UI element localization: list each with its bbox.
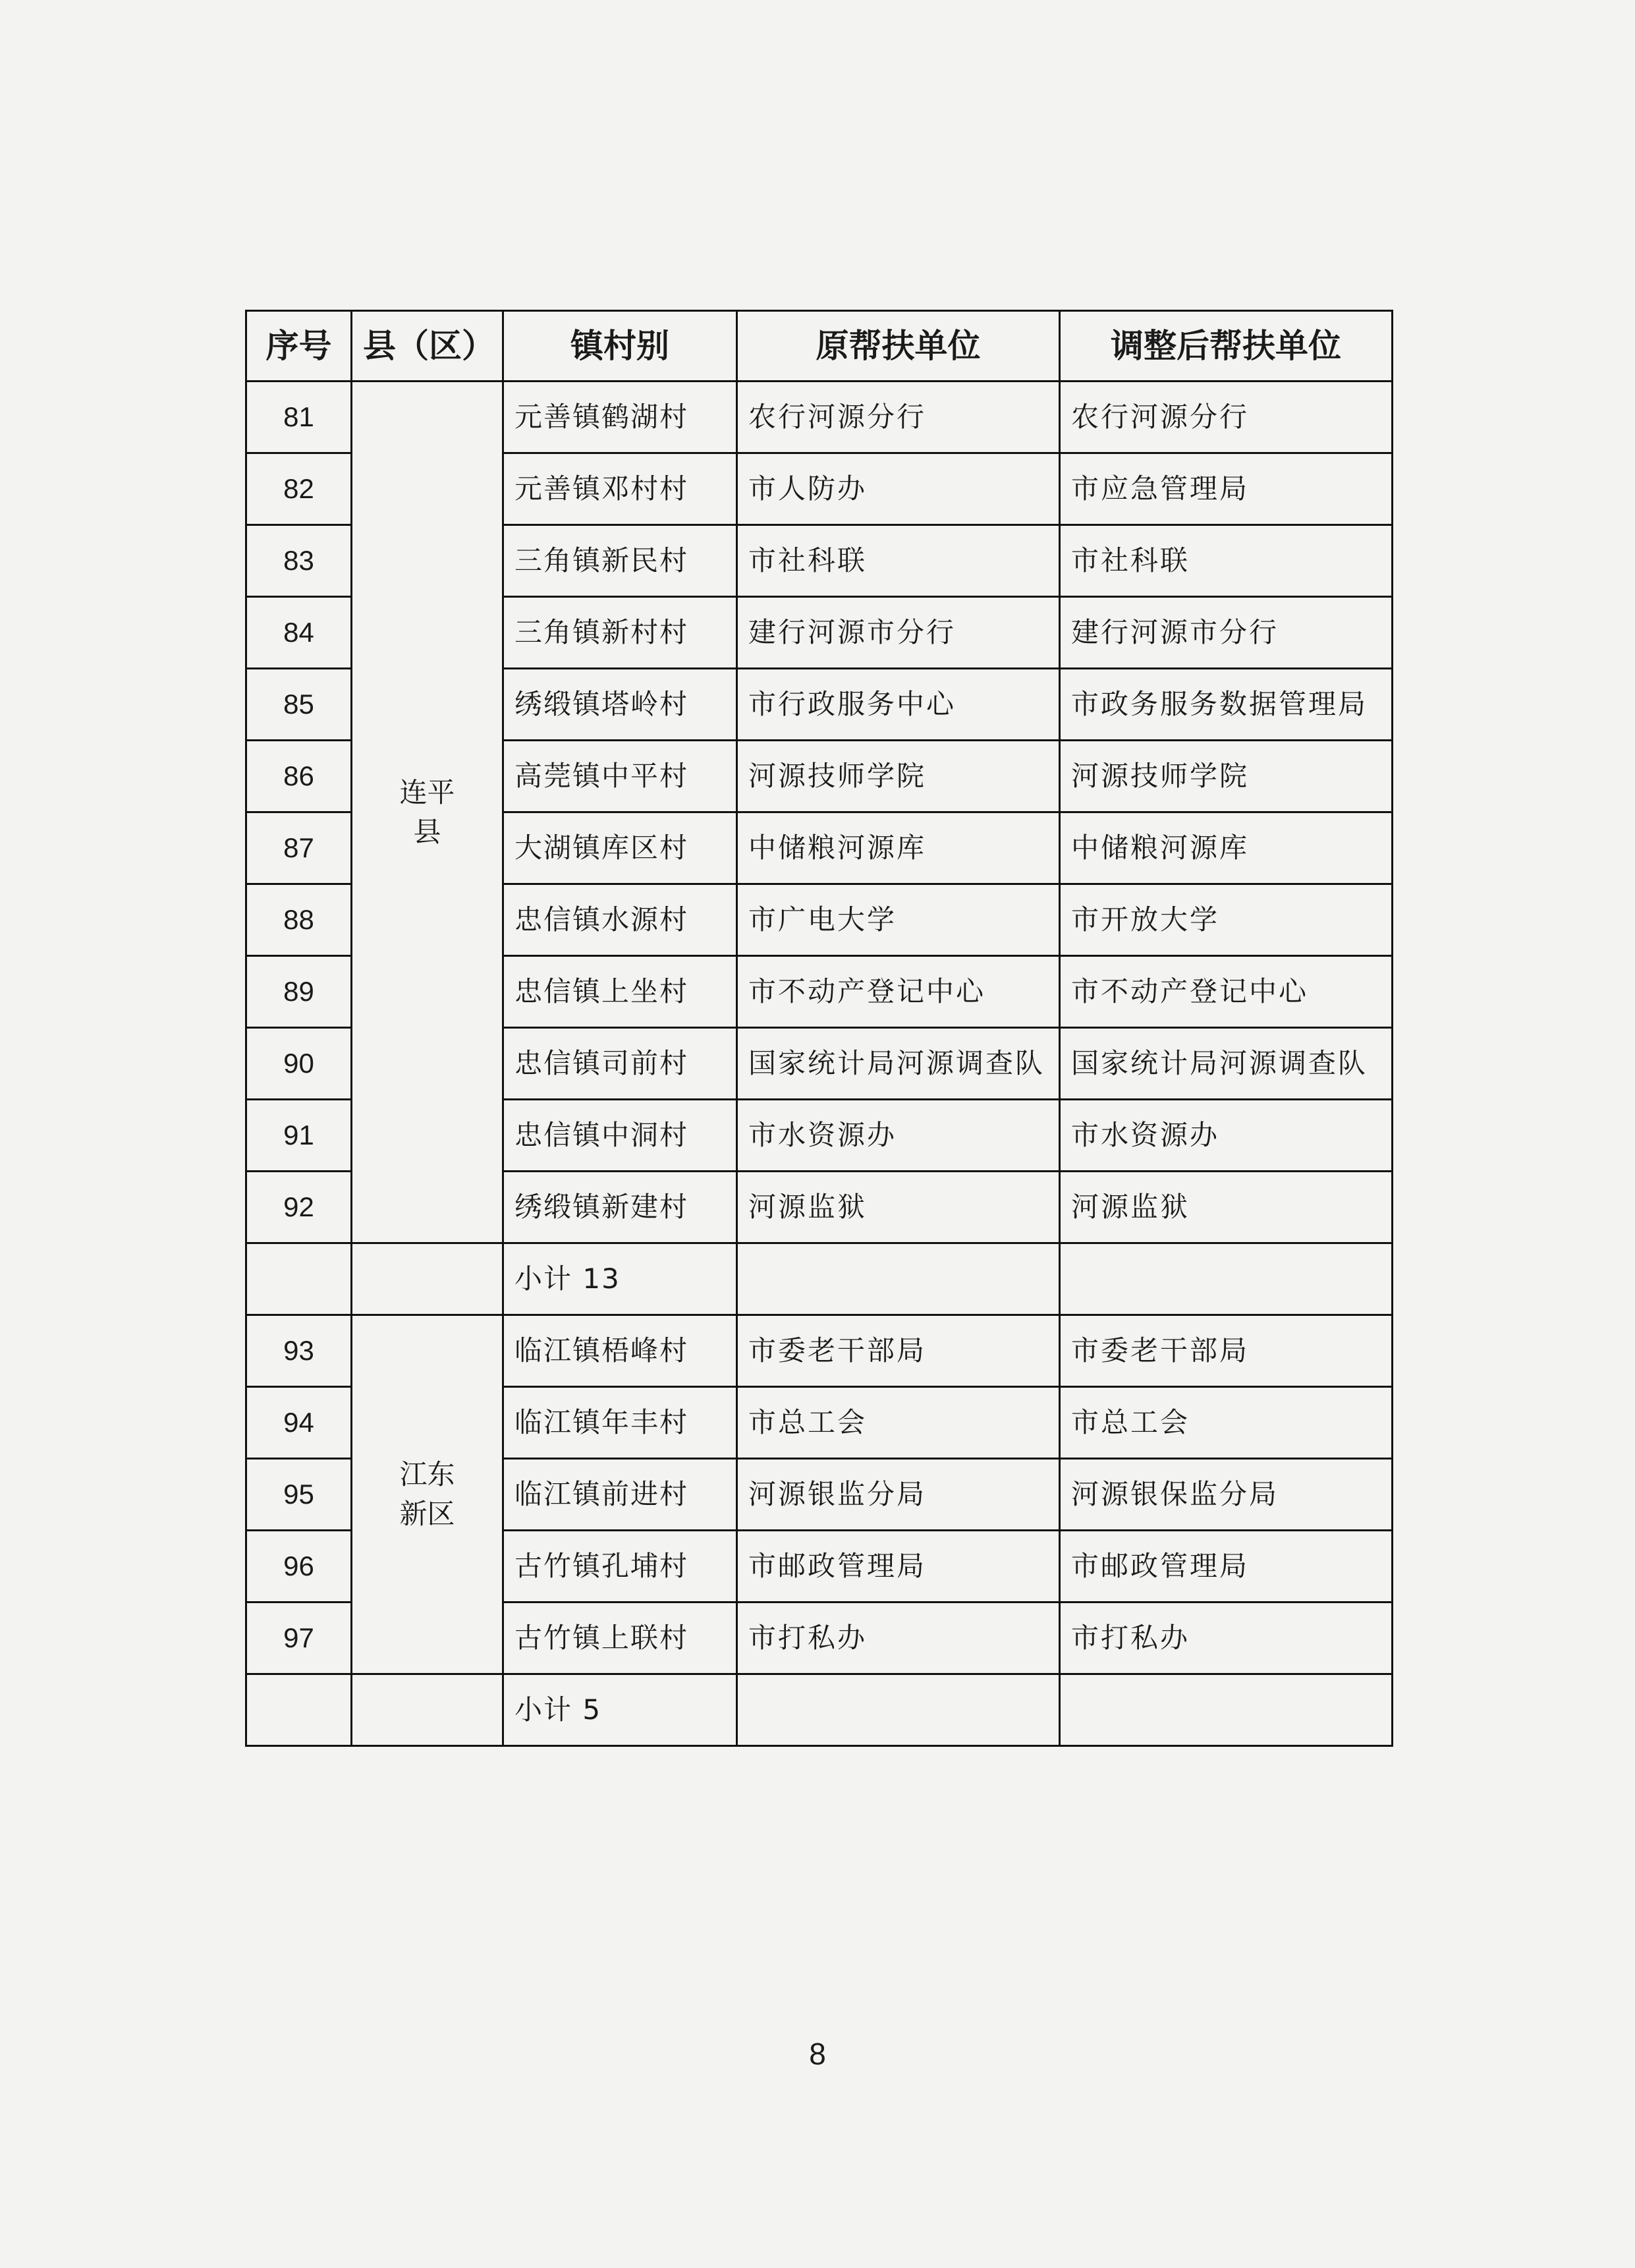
adjusted-unit-cell: 市政务服务数据管理局 <box>1060 669 1393 741</box>
adjusted-unit-cell: 河源银保监分局 <box>1060 1459 1393 1531</box>
adjusted-unit-cell: 河源监狱 <box>1060 1172 1393 1243</box>
adjusted-unit-cell: 河源技师学院 <box>1060 741 1393 812</box>
town-village-cell: 三角镇新村村 <box>503 597 737 669</box>
original-unit-cell: 市邮政管理局 <box>737 1531 1060 1602</box>
serial-number-cell: 82 <box>246 453 352 525</box>
adjusted-unit-cell: 国家统计局河源调查队 <box>1060 1028 1393 1100</box>
serial-number-cell: 88 <box>246 884 352 956</box>
original-unit-cell: 市人防办 <box>737 453 1060 525</box>
town-village-cell: 元善镇鹤湖村 <box>503 382 737 453</box>
subtotal-original-cell <box>737 1243 1060 1315</box>
serial-number-cell: 83 <box>246 525 352 597</box>
adjusted-unit-cell: 市打私办 <box>1060 1602 1393 1674</box>
county-label: 江东新区 <box>399 1458 455 1530</box>
serial-number-cell: 89 <box>246 956 352 1028</box>
town-village-cell: 临江镇前进村 <box>503 1459 737 1531</box>
town-village-cell: 古竹镇孔埔村 <box>503 1531 737 1602</box>
header-adjusted-unit: 调整后帮扶单位 <box>1060 311 1393 382</box>
header-town-village: 镇村别 <box>503 311 737 382</box>
county-cell <box>352 382 503 1243</box>
serial-number-cell: 91 <box>246 1100 352 1172</box>
adjusted-unit-cell: 市不动产登记中心 <box>1060 956 1393 1028</box>
serial-number-cell: 93 <box>246 1315 352 1387</box>
serial-number-cell: 81 <box>246 382 352 453</box>
town-village-cell: 元善镇邓村村 <box>503 453 737 525</box>
town-village-cell: 高莞镇中平村 <box>503 741 737 812</box>
original-unit-cell: 市水资源办 <box>737 1100 1060 1172</box>
subtotal-adjusted-cell <box>1060 1243 1393 1315</box>
original-unit-cell: 市行政服务中心 <box>737 669 1060 741</box>
page-number: 8 <box>809 2037 826 2071</box>
serial-number-cell: 85 <box>246 669 352 741</box>
original-unit-cell: 建行河源市分行 <box>737 597 1060 669</box>
serial-number-cell: 92 <box>246 1172 352 1243</box>
original-unit-cell: 市打私办 <box>737 1602 1060 1674</box>
original-unit-cell: 市社科联 <box>737 525 1060 597</box>
header-serial-number: 序号 <box>246 311 352 382</box>
table-header-row <box>246 311 1393 382</box>
subtotal-label-cell: 小计 5 <box>503 1674 737 1746</box>
original-unit-cell: 河源银监分局 <box>737 1459 1060 1531</box>
adjusted-unit-cell: 市开放大学 <box>1060 884 1393 956</box>
adjusted-unit-cell: 市总工会 <box>1060 1387 1393 1459</box>
town-village-cell: 大湖镇库区村 <box>503 812 737 884</box>
original-unit-cell: 农行河源分行 <box>737 382 1060 453</box>
serial-number-cell: 87 <box>246 812 352 884</box>
adjusted-unit-cell: 建行河源市分行 <box>1060 597 1393 669</box>
subtotal-county-cell <box>352 1674 503 1746</box>
adjusted-unit-cell: 农行河源分行 <box>1060 382 1393 453</box>
original-unit-cell: 河源监狱 <box>737 1172 1060 1243</box>
serial-number-cell: 95 <box>246 1459 352 1531</box>
adjusted-unit-cell: 市水资源办 <box>1060 1100 1393 1172</box>
original-unit-cell: 市总工会 <box>737 1387 1060 1459</box>
assistance-unit-table <box>245 310 1393 1747</box>
table-row <box>246 382 1393 453</box>
original-unit-cell: 市广电大学 <box>737 884 1060 956</box>
subtotal-serial-cell <box>246 1674 352 1746</box>
subtotal-original-cell <box>737 1674 1060 1746</box>
adjusted-unit-cell: 市邮政管理局 <box>1060 1531 1393 1602</box>
serial-number-cell: 97 <box>246 1602 352 1674</box>
serial-number-cell: 86 <box>246 741 352 812</box>
subtotal-label-cell: 小计 13 <box>503 1243 737 1315</box>
town-village-cell: 三角镇新民村 <box>503 525 737 597</box>
subtotal-adjusted-cell <box>1060 1674 1393 1746</box>
town-village-cell: 忠信镇水源村 <box>503 884 737 956</box>
original-unit-cell: 中储粮河源库 <box>737 812 1060 884</box>
adjusted-unit-cell: 市社科联 <box>1060 525 1393 597</box>
original-unit-cell: 市委老干部局 <box>737 1315 1060 1387</box>
town-village-cell: 临江镇梧峰村 <box>503 1315 737 1387</box>
subtotal-row <box>246 1243 1393 1315</box>
adjusted-unit-cell: 中储粮河源库 <box>1060 812 1393 884</box>
serial-number-cell: 94 <box>246 1387 352 1459</box>
town-village-cell: 古竹镇上联村 <box>503 1602 737 1674</box>
serial-number-cell: 90 <box>246 1028 352 1100</box>
adjusted-unit-cell: 市委老干部局 <box>1060 1315 1393 1387</box>
table-row <box>246 1315 1393 1387</box>
county-cell <box>352 1315 503 1674</box>
town-village-cell: 忠信镇上坐村 <box>503 956 737 1028</box>
original-unit-cell: 市不动产登记中心 <box>737 956 1060 1028</box>
serial-number-cell: 96 <box>246 1531 352 1602</box>
town-village-cell: 绣缎镇新建村 <box>503 1172 737 1243</box>
table-body <box>246 382 1393 1746</box>
serial-number-cell: 84 <box>246 597 352 669</box>
town-village-cell: 忠信镇司前村 <box>503 1028 737 1100</box>
subtotal-county-cell <box>352 1243 503 1315</box>
town-village-cell: 忠信镇中洞村 <box>503 1100 737 1172</box>
subtotal-serial-cell <box>246 1243 352 1315</box>
town-village-cell: 临江镇年丰村 <box>503 1387 737 1459</box>
town-village-cell: 绣缎镇塔岭村 <box>503 669 737 741</box>
header-original-unit: 原帮扶单位 <box>737 311 1060 382</box>
county-label: 连平县 <box>399 776 455 848</box>
adjusted-unit-cell: 市应急管理局 <box>1060 453 1393 525</box>
original-unit-cell: 国家统计局河源调查队 <box>737 1028 1060 1100</box>
original-unit-cell: 河源技师学院 <box>737 741 1060 812</box>
subtotal-row <box>246 1674 1393 1746</box>
header-county: 县（区） <box>352 311 503 382</box>
